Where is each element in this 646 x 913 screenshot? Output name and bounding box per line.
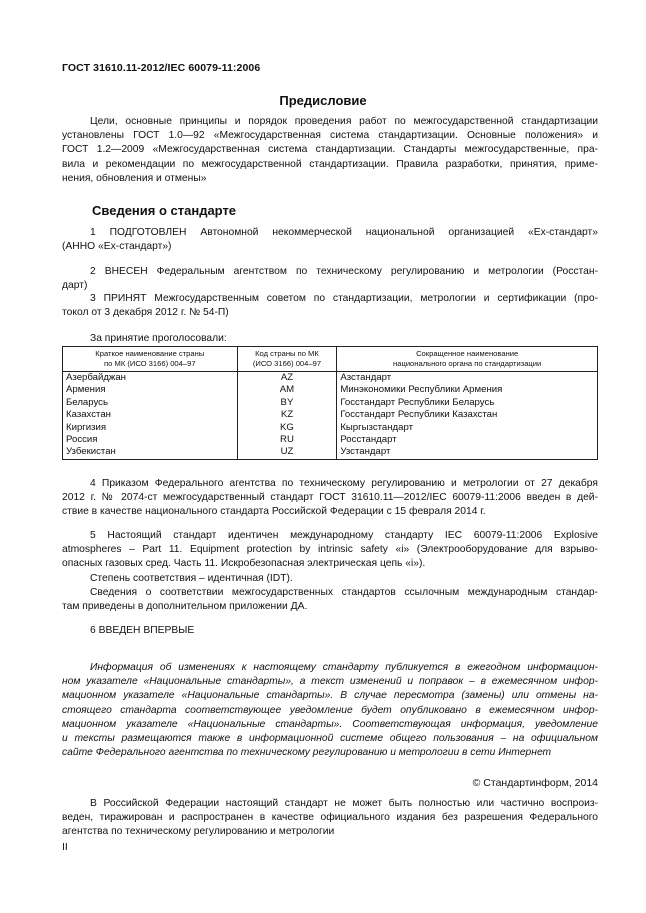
table-row [63,446,598,459]
text-line: сайте Федерального агентства по техническому регулированию и метрологии в сети Интернет [62,747,552,759]
information-notice [62,661,598,760]
text-line: Сведения о соответствии межгосударственных стандартов ссылочным международным стандар- [90,586,598,598]
table-row [63,409,598,421]
header-line: Сокращенное наименование [416,349,519,359]
foreword-text [62,115,598,186]
header-country [63,347,238,372]
text-line: стоящего стандарта соответствующее уведомление будет опубликовано в ежемесячном инфор- [62,704,598,716]
cell-body: Минэкономики Республики Армения [337,384,598,396]
text-line: агентства по техническому регулированию и метрологии [62,826,335,838]
about-standard-title: Сведения о стандарте [92,203,237,218]
item-2 [62,265,598,293]
text-line: 2012 г. № 2074-ст межгосударственный стандарт ГОСТ 31610.11—2012/IEC 60079-11:2006 введен в дей- [62,492,598,504]
cell-code: KG [237,422,337,434]
cell-code: AM [237,384,337,396]
table-row [63,372,598,385]
page-number: II [62,841,68,853]
text-line: нения, обновления и отмены» [62,172,207,184]
cell-country: Казахстан [63,409,238,421]
cell-country: Беларусь [63,397,238,409]
text-line: токол от 3 декабря 2012 г. № 54-П) [62,307,229,319]
text-line: atmospheres – Part 11. Equipment protection by intrinsic safety «i» (Электрооборудование для взрыво- [62,544,598,556]
text-line: 4 Приказом Федерального агентства по техническому регулированию и метрологии от 27 декабря [90,478,598,489]
table-row [63,434,598,446]
text-line: веден, тиражирован и распространен в качестве официального издания без разрешения Федерального [62,812,598,824]
header-body [337,347,598,372]
text-line: ГОСТ 1.2—2009 «Межгосударственная система стандартизации. Стандарты межгосударственные, пра- [62,144,598,156]
table-row [63,397,598,409]
table-row [63,422,598,434]
header-line: Код страны по МК [255,349,319,359]
text-line: ствие в качестве национального стандарта Российской Федерации с 15 февраля 2014 г. [62,506,486,518]
text-line: дарт) [62,280,88,292]
standard-code-header: ГОСТ 31610.11-2012/IEC 60079-11:2006 [62,62,261,74]
text-line: Цели, основные принципы и порядок проведения работ по межгосударственной стандартизации [90,116,598,127]
cell-country: Азербайджан [63,372,238,385]
item-5 [62,529,598,614]
text-line: ном указателе «Национальные стандарты», а текст изменений и поправок – в ежемесячном инфор- [62,676,598,688]
header-code [237,347,337,372]
cell-code: AZ [237,372,337,385]
text-line: 3 ПРИНЯТ Межгосударственным советом по стандартизации, метрологии и сертификации (про- [90,293,598,304]
text-line: В Российской Федерации настоящий стандарт не может быть полностью или частично воспроиз- [90,798,598,809]
header-line: (ИСО 3166) 004–97 [252,359,322,368]
text-line: 6 ВВЕДЕН ВПЕРВЫЕ [90,625,195,636]
text-line: 1 ПОДГОТОВЛЕН Автономной некоммерческой национальной организацией «Ех-стандарт» [90,227,598,238]
text-line: установлены ГОСТ 1.0—92 «Межгосударственная система стандартизации. Основные положения» и [62,130,598,142]
text-line: опасных газовых сред. Часть 11. Искробезопасная электрическая цепь «i»). [62,558,426,570]
reproduction-notice [62,797,598,840]
text-line: 2 ВНЕСЕН Федеральным агентством по техническому регулированию и метрологии (Росстан- [90,266,598,277]
item-6 [62,624,598,638]
header-line: Краткое наименование страны [95,349,205,359]
text-line: Информация об изменениях к настоящему стандарту публикуется в ежегодном информацион- [90,662,598,673]
cell-code: RU [237,434,337,446]
cell-body: Узстандарт [337,446,598,459]
item-4 [62,477,598,520]
copyright-notice: © Стандартинформ, 2014 [472,777,598,789]
header-line: по МК (ИСО 3166) 004–97 [104,359,196,368]
cell-body: Кыргызстандарт [337,422,598,434]
item-3 [62,292,598,320]
cell-body: Госстандарт Республики Казахстан [337,409,598,421]
cell-code: BY [237,397,337,409]
table-header-row [63,347,598,372]
text-line: (АННО «Ех-стандарт») [62,241,172,253]
text-line: вила и рекомендации по межгосударственной стандартизации. Правила разработки, принятия, приме- [62,158,598,170]
cell-country: Киргизия [63,422,238,434]
text-line: мационном указателе «Национальные стандарты». Соответствующая информация, уведомление [62,718,598,730]
cell-code: KZ [237,409,337,421]
header-line: национального органа по стандартизации [393,359,542,368]
cell-country: Армения [63,384,238,396]
cell-body: Госстандарт Республики Беларусь [337,397,598,409]
cell-body: Росстандарт [337,434,598,446]
text-line: и тексты размещаются также в информационной системе общего пользования – на официальном [62,733,598,745]
voting-states-table [62,346,598,460]
text-line: 5 Настоящий стандарт идентичен международному стандарту IEC 60079-11:2006 Explosive [90,530,598,541]
voted-label [62,332,598,346]
text-line: там приведены в дополнительном приложении ДА. [62,601,308,613]
cell-country: Узбекистан [63,446,238,459]
cell-body: Азстандарт [337,372,598,385]
foreword-title: Предисловие [279,93,367,108]
text-line: мационном указателе «Национальные стандарты». В случае пересмотра (замены) или отмены на- [62,690,598,702]
text-line: За принятие проголосовали: [90,333,227,344]
cell-code: UZ [237,446,337,459]
table-row [63,384,598,396]
degree-of-conformity: Степень соответствия – идентичная (IDT). [90,572,293,584]
item-1 [62,226,598,254]
cell-country: Россия [63,434,238,446]
